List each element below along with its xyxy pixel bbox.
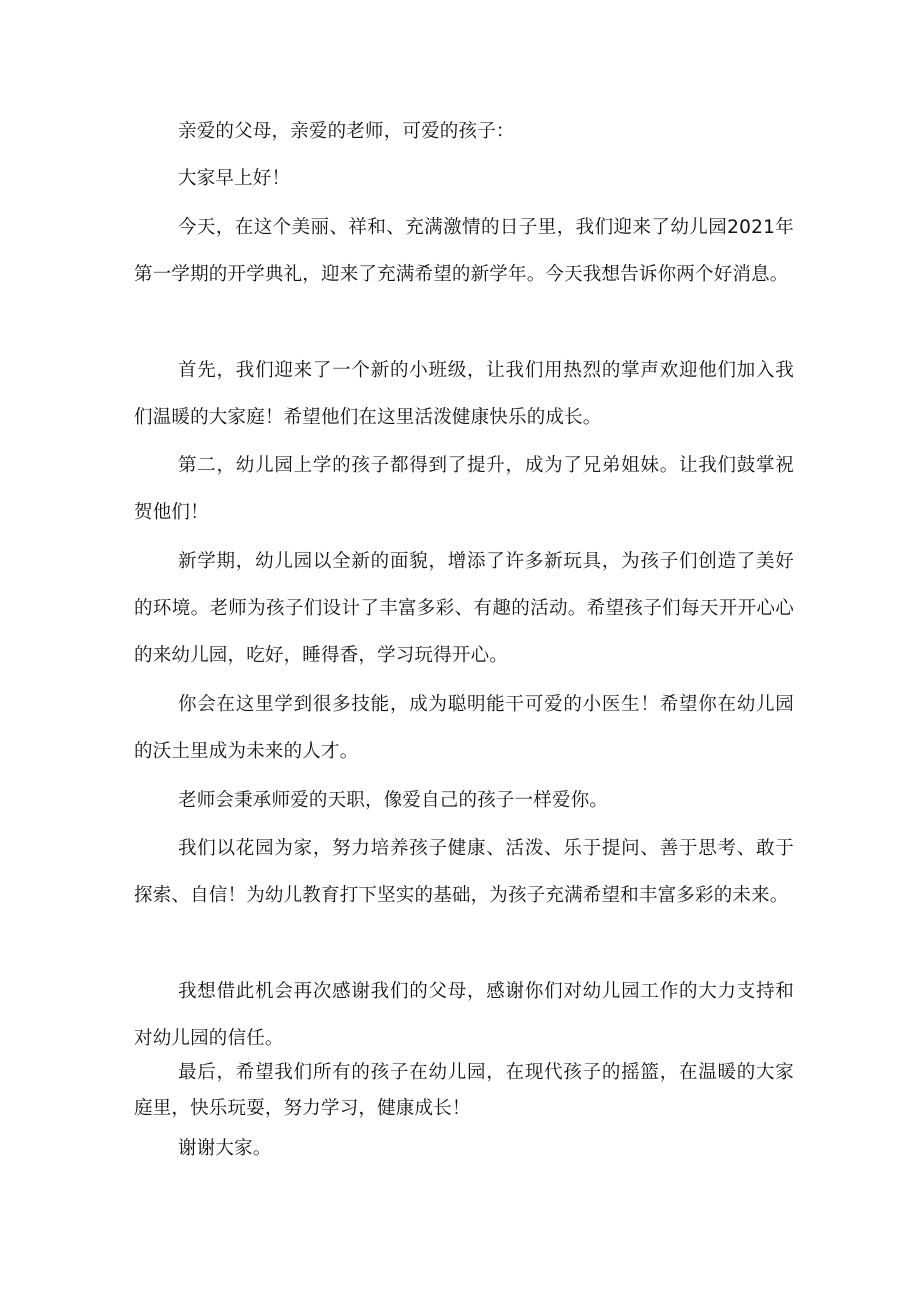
thank-you-paragraph: 谢谢大家。 [178, 1138, 272, 1159]
garden-paragraph: 我们以花园为家，努力培养孩子健康、活泼、乐于提问、善于思考、敢于探索、自信！为幼儿教育打下坚实的基础，为孩子充满希望和丰富多彩的未来。 [134, 838, 794, 906]
first-news-paragraph: 首先，我们迎来了一个新的小班级，让我们用热烈的掌声欢迎他们加入我们温暖的大家庭！希望他们在这里活泼健康快乐的成长。 [134, 360, 794, 428]
teacher-paragraph: 老师会秉承师爱的天职，像爱自己的孩子一样爱你。 [178, 790, 609, 811]
second-news-paragraph: 第二，幼儿园上学的孩子都得到了提升，成为了兄弟姐妹。让我们鼓掌祝贺他们！ [134, 455, 794, 523]
new-semester-paragraph: 新学期，幼儿园以全新的面貌，增添了许多新玩具，为孩子们创造了美好的环境。老师为孩子们设计了丰富多彩、有趣的活动。希望孩子们每天开开心心的来幼儿园，吃好，睡得香，学习玩得开心。 [134, 551, 794, 666]
thanks-parents-paragraph: 我想借此机会再次感谢我们的父母，感谢你们对幼儿园工作的大力支持和对幼儿园的信任。 [134, 981, 794, 1049]
skills-paragraph: 你会在这里学到很多技能，成为聪明能干可爱的小医生！希望你在幼儿园的沃土里成为未来的人才。 [134, 694, 794, 762]
good-morning-paragraph: 大家早上好！ [178, 168, 291, 189]
closing-wish-paragraph: 最后，希望我们所有的孩子在幼儿园，在现代孩子的摇篮，在温暖的大家庭里，快乐玩耍，努力学习，健康成长！ [134, 1062, 794, 1119]
greeting-paragraph: 亲爱的父母，亲爱的老师，可爱的孩子： [178, 121, 515, 142]
opening-paragraph: 今天，在这个美丽、祥和、充满激情的日子里，我们迎来了幼儿园2021年第一学期的开学典礼，迎来了充满希望的新学年。今天我想告诉你两个好消息。 [134, 217, 794, 285]
